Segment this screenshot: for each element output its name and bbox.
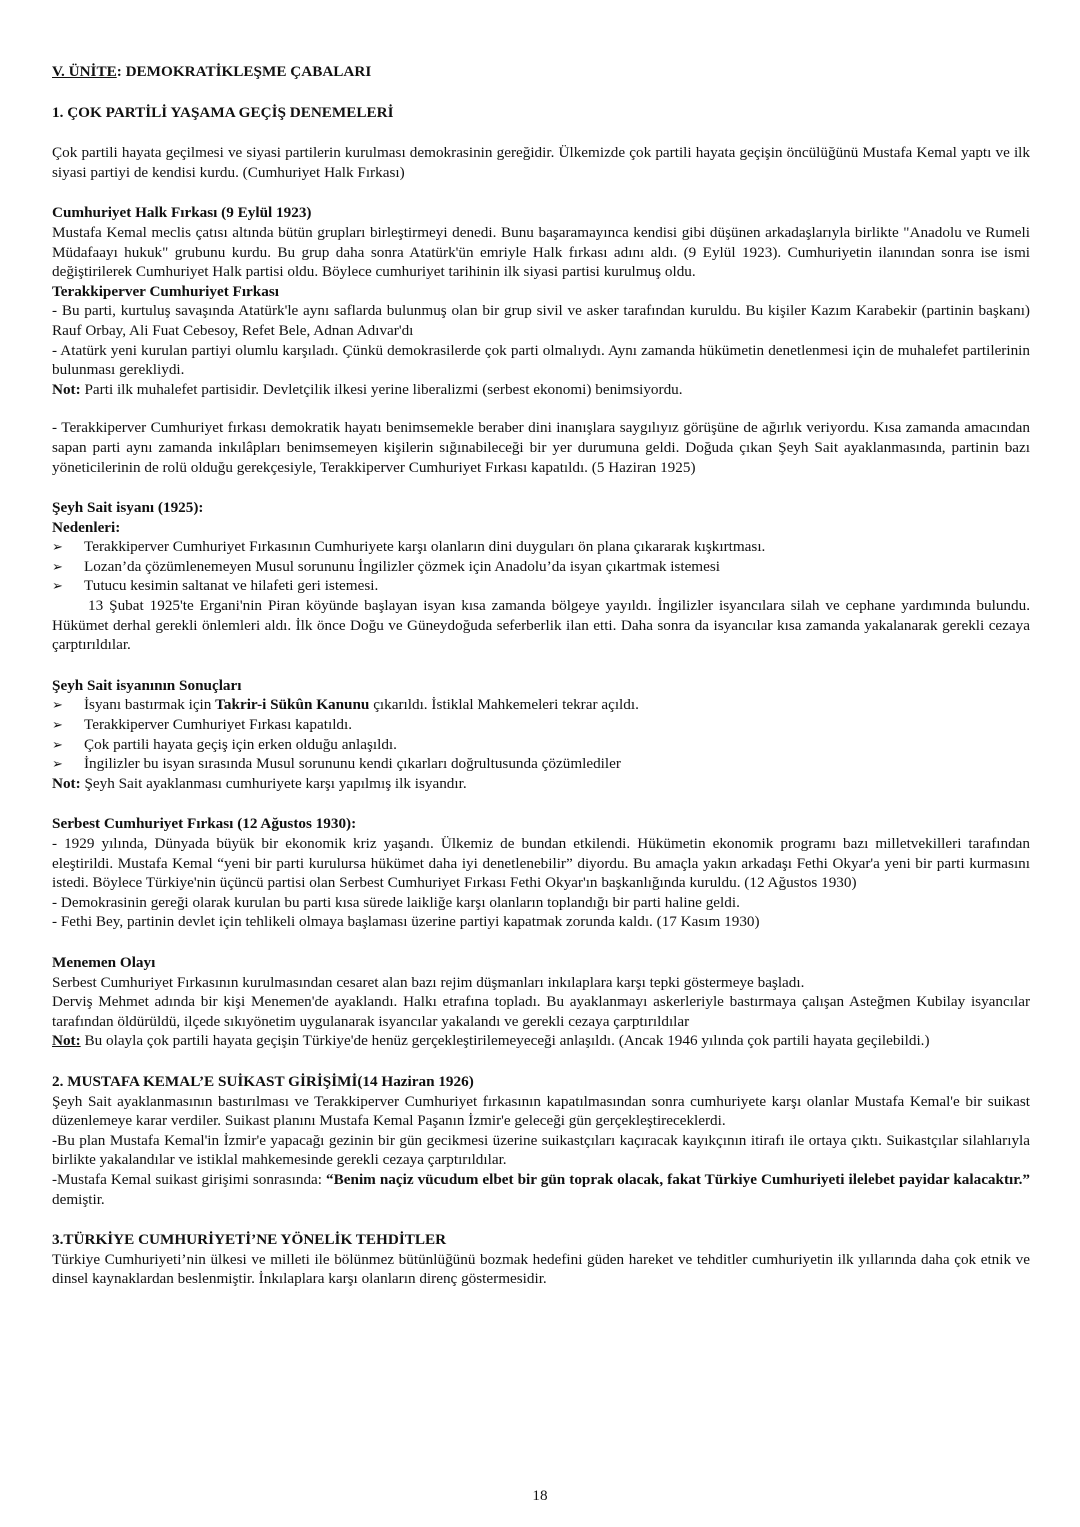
section-2-paragraph-3: -Mustafa Kemal suikast girişimi sonrasında: “Benim naçiz vücudum elbet bir gün toprak olacak, fakat Türkiye Cumhuriyeti ilelebet payidar kalacaktır.” demiştir.	[52, 1170, 1030, 1208]
arrow-bullet-icon: ➢	[52, 756, 63, 772]
tcf-heading: Terakkiperver Cumhuriyet Fırkası	[52, 282, 279, 300]
unit-title-rest: : DEMOKRATİKLEŞME ÇABALARI	[116, 63, 372, 80]
page-number: 18	[532, 1487, 548, 1504]
note-text: Şeyh Sait ayaklanması cumhuriyete karşı yapılmış ilk isyandır.	[80, 774, 467, 792]
arrow-bullet-icon: ➢	[52, 717, 63, 733]
note-label: Not:	[52, 1032, 81, 1050]
results-list	[52, 695, 1030, 773]
list-item: ➢ Terakkiperver Cumhuriyet Fırkasının Cumhuriyete karşı olanların dini duyguları ön plana çıkararak kışkırtması.	[52, 538, 766, 556]
list-item: ➢ Terakkiperver Cumhuriyet Fırkası kapatıldı.	[52, 716, 353, 734]
menemen-heading: Menemen Olayı	[52, 953, 156, 971]
takrir-i-sukun-kanunu: Takrir-i Sükûn Kanunu	[215, 696, 370, 714]
section-3-title: 3.TÜRKİYE CUMHURİYETİ’NE YÖNELİK TEHDİTLER	[52, 1231, 447, 1249]
scf-paragraph-1: - 1929 yılında, Dünyada büyük bir ekonomik kriz yaşandı. Ülkemiz de bundan etkilendi. Hükümetin ekonomik programı bazı milletvekilleri tarafından eleştirildi. Mustafa Kemal “yeni bir parti kurulursa hükümet daha iyi denetlenebilir” diyordu. Bu amaçla yakın arkadaşı Fethi Okyar'a yeni bir parti kurmasını istedi. Böylece Türkiye'nin üçüncü partisi olan Serbest Cumhuriyet Fırkası Fethi Okyar'ın başkanlığında kuruldu. (12 Ağustos 1930)	[52, 835, 1030, 892]
reasons-list	[52, 537, 1030, 596]
arrow-bullet-icon: ➢	[52, 736, 63, 752]
results-heading: Şeyh Sait isyanının Sonuçları	[52, 676, 242, 694]
menemen-paragraph-2: Derviş Mehmet adında bir kişi Menemen'de ayaklandı. Halkı etrafına topladı. Bu ayaklanmayı askerleriyle bastırmaya çalışan Asteğmen Kubilay isyancılar tarafından öldürüldü, ilçede sıkıyönetim uygulanarak isyancılar yakalandı ve gerekli cezaya çarptırıldılar	[52, 993, 1030, 1030]
results-note	[52, 774, 1030, 794]
section-3-paragraph: Türkiye Cumhuriyeti’nin ülkesi ve milleti ile bölünmez bütünlüğünü bozmak hedefini güden hareket ve tehditler cumhuriyetin ilk yıllarında daha çok etnik ve dinsel kaynaklardan beslenmiştir. İnkılaplara karşı olanların direnç göstermesidir.	[52, 1250, 1030, 1288]
section-2-title: 2. MUSTAFA KEMAL’E SUİKAST GİRİŞİMİ(14 Haziran 1926)	[52, 1072, 474, 1090]
list-item: ➢ Lozan’da çözümlenemeyen Musul sorununu İngilizler çözmek için Anadolu’da isyan çıkartmak istemesi	[52, 557, 720, 575]
list-item: ➢ İngilizler bu isyan sırasında Musul sorununu kendi çıkarları doğrultusunda çözümlediler	[52, 755, 621, 773]
note-text: Parti ilk muhalefet partisidir. Devletçilik ilkesi yerine liberalizmi (serbest ekonomi) benimsiyordu.	[80, 380, 683, 398]
tcf-paragraph-3: - Terakkiperver Cumhuriyet fırkası demokratik hayatı benimsemekle beraber dini inanışlara saygılıyız görüşüne de ağırlık veriyordu. Kısa zamanda amacından sapan parti aynı zamanda inkılâpları benimsemeyen kişilerin sığınabileceği bir yer durumuna geldi. Doğuda çıkan Şeyh Sait ayaklanmasında, partinin bazı yöneticilerinin de rolü olduğu gerekçesiyle, Terakkiperver Cumhuriyet Fırkası kapatıldı. (5 Haziran 1925)	[52, 419, 1030, 476]
section-2-paragraph-1: Şeyh Sait ayaklanmasının bastırılması ve Terakkiperver Cumhuriyet fırkasının kapatılmasından sonra cumhuriyete karşı olanlar Mustafa Kemal'e bir suikast düzenlemeye karar verdiler. Suikast planını Mustafa Kemal Paşanın İzmir'e geleceği gün gerçekleştireceklerdi.	[52, 1092, 1030, 1130]
seyh-sait-paragraph: 13 Şubat 1925'te Ergani'nin Piran köyünde başlayan isyan kısa zamanda bölgeye yayıldı. İngilizler isyancılara silah ve cephane yardımında bulundu. Hükümet derhal gerekli önlemleri aldı. İlk önce Doğu ve Güneydoğuda seferberlik ilan etti. Daha sonra da isyancılar kısa zamanda yakalanarak gerekli cezaya çarptırıldılar.	[52, 597, 1030, 654]
list-item: ➢ İsyanı bastırmak için Takrir-i Sükûn Kanunu çıkarıldı. İstiklal Mahkemeleri tekrar açıldı.	[52, 696, 639, 714]
arrow-bullet-icon: ➢	[52, 697, 63, 713]
scf-paragraph-2: - Demokrasinin gereği olarak kurulan bu parti kısa sürede laikliğe karşı olanların toplandığı bir parti haline geldi.	[52, 893, 740, 911]
list-item: ➢ Çok partili hayata geçiş için erken olduğu anlaşıldı.	[52, 735, 397, 753]
list-item: ➢ Tutucu kesimin saltanat ve hilafeti geri istemesi.	[52, 577, 379, 595]
section-1-intro: Çok partili hayata geçilmesi ve siyasi partilerin kurulması demokrasinin gereğidir. Ülkemizde çok partili hayata geçişin öncülüğünü Mustafa Kemal yaptı ve ilk siyasi partiyi de kendisi kurdu. (Cumhuriyet Halk Fırkası)	[52, 144, 1030, 181]
unit-prefix: V. ÜNİTE	[52, 63, 117, 80]
note-label: Not:	[52, 380, 81, 398]
menemen-paragraph-1: Serbest Cumhuriyet Fırkasının kurulmasından cesaret alan bazı rejim düşmanları inkılaplara karşı tepki göstermeye başladı.	[52, 973, 805, 991]
reasons-heading: Nedenleri:	[52, 518, 121, 536]
chf-heading: Cumhuriyet Halk Fırkası (9 Eylül 1923)	[52, 204, 312, 222]
section-2-paragraph-2: -Bu plan Mustafa Kemal'in İzmir'e yapacağı gezinin bir gün gecikmesi üzerine suikastçıları kaçıracak kayıkçının itirafı ile ortaya çıktı. Suikastçılar silahlarıyla birlikte yakalandılar ve istiklal mahkemesinde gerekli cezaya çarptırıldılar.	[52, 1131, 1030, 1169]
arrow-bullet-icon: ➢	[52, 558, 63, 574]
section-1-title: 1. ÇOK PARTİLİ YAŞAMA GEÇİŞ DENEMELERİ	[52, 103, 394, 121]
menemen-note	[52, 1031, 1030, 1051]
document-page	[52, 62, 1030, 1289]
tcf-note	[52, 380, 1030, 400]
tcf-paragraph-1: - Bu parti, kurtuluş savaşında Atatürk'le aynı saflarda bulunmuş olan bir grup sivil ve asker tarafından kuruldu. Bu kişiler Kazım Karabekir (partinin başkanı) Rauf Orbay, Ali Fuat Cebesoy, Refet Bele, Adnan Adıvar'dı	[52, 302, 1030, 339]
chf-paragraph: Mustafa Kemal meclis çatısı altında bütün grupları birleştirmeyi denedi. Bunu başaramayınca kendisi gibi düşünen arkadaşlarıyla birlikte "Anadolu ve Rumeli Müdafaayı hukuk" grubunu kurdu. Bu grup daha sonra Atatürk'ün emriyle Halk fırkası adını aldı. (9 Eylül 1923). Cumhuriyetin ilanından sonra ise ismi değiştirilerek Cumhuriyet Halk partisi oldu. Böylece cumhuriyet tarihinin ilk siyasi partisi kurulmuş oldu.	[52, 223, 1030, 281]
unit-title	[52, 62, 1030, 82]
note-text: Bu olayla çok partili hayata geçişin Türkiye'de henüz gerçekleştirilemeyeceği anlaşıldı. (Ancak 1946 yılında çok partili hayata geçilebildi.)	[80, 1032, 930, 1050]
scf-heading: Serbest Cumhuriyet Fırkası (12 Ağustos 1930):	[52, 815, 357, 833]
scf-paragraph-3: - Fethi Bey, partinin devlet için tehlikeli olmaya başlaması üzerine partiyi kapatmak zorunda kaldı. (17 Kasım 1930)	[52, 913, 760, 931]
note-label: Not:	[52, 774, 81, 792]
tcf-paragraph-2: - Atatürk yeni kurulan partiyi olumlu karşıladı. Çünkü demokrasilerde çok parti olmalıydı. Aynı zamanda hükümetin denetlenmesi için de muhalefet partilerinin bulunması gerekliydi.	[52, 341, 1030, 379]
arrow-bullet-icon: ➢	[52, 539, 63, 555]
seyh-sait-heading: Şeyh Sait isyanı (1925):	[52, 499, 204, 517]
ataturk-quote: “Benim naçiz vücudum elbet bir gün toprak olacak, fakat Türkiye Cumhuriyeti ilelebet payidar kalacaktır.”	[326, 1170, 1030, 1188]
arrow-bullet-icon: ➢	[52, 578, 63, 594]
